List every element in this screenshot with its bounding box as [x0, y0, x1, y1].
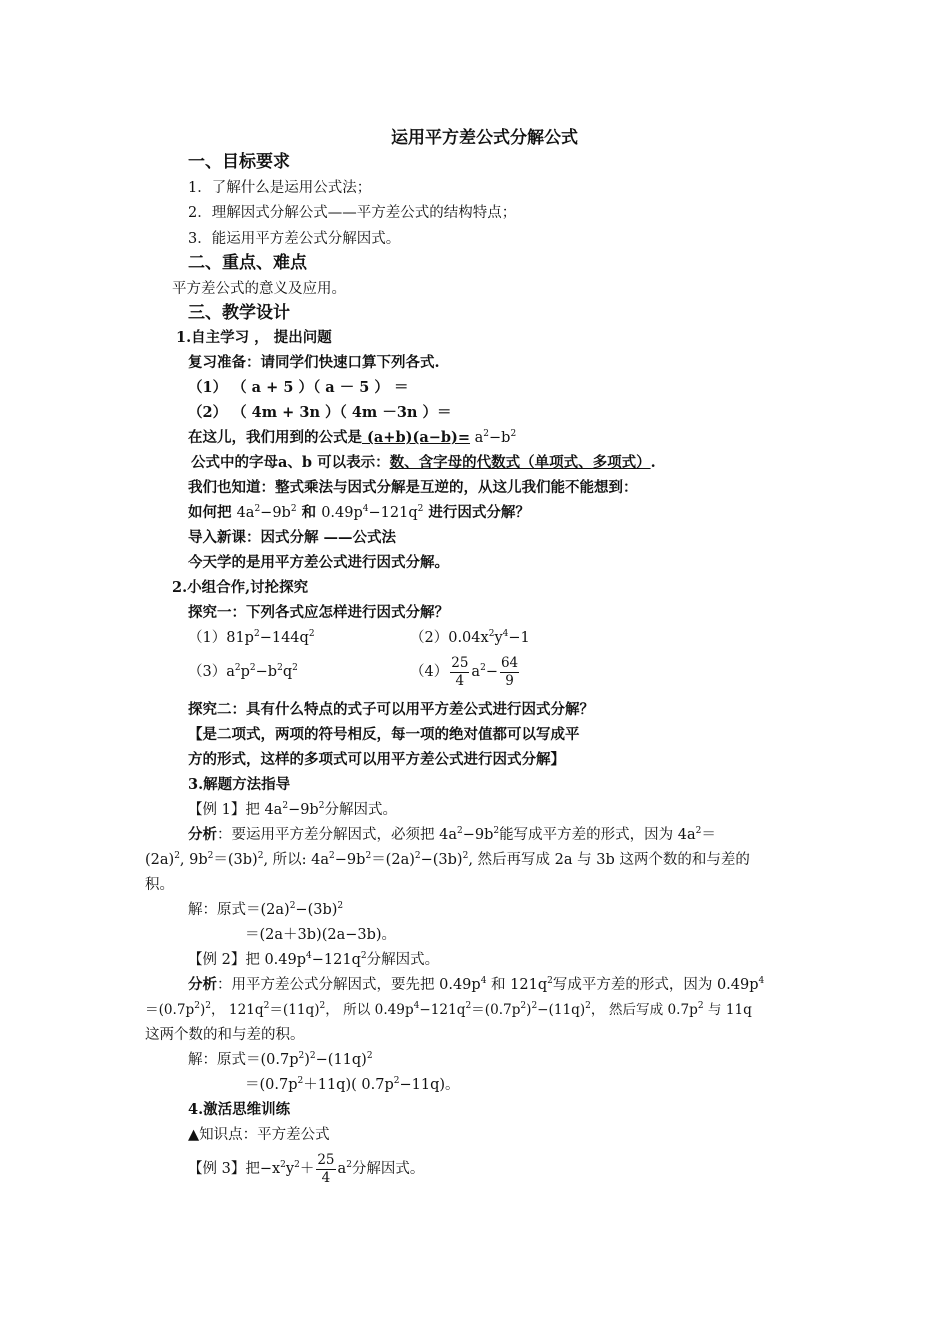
fraction [450, 655, 469, 690]
superscript: 2 [697, 1001, 704, 1011]
superscript: 2 [520, 1001, 527, 1011]
review-prompt: 复习准备：请同学们快速口算下列各式. [188, 354, 440, 371]
superscript: 2 [695, 826, 702, 836]
analysis-text: 能写成平方差的形式，因为 4a [499, 827, 696, 843]
analysis-2-end: 这两个数的和与差的积。 [145, 1027, 305, 1043]
example-text: ＋ [299, 1161, 315, 1177]
analysis-text: ：要运用平方差分解因式，必须把 4a [217, 827, 457, 843]
analysis-text: ＝(0.7p [471, 1002, 521, 1018]
superscript: 2 [277, 663, 283, 673]
superscript: 2 [510, 429, 517, 439]
expression: −9b [260, 505, 291, 521]
part2-heading: 2.小组合作,讨抡探究 [172, 579, 309, 596]
expression: q [282, 664, 293, 680]
superscript: 2 [309, 1051, 316, 1061]
superscript: 4 [413, 1001, 420, 1011]
expression: （4） [410, 664, 449, 680]
superscript: 2 [297, 1076, 304, 1086]
how-line [188, 503, 530, 523]
superscript: 2 [337, 901, 344, 911]
superscript: 2 [234, 663, 241, 673]
explore-one: 探究一：下列各式应怎样进行因式分解？ [188, 604, 449, 621]
expression: （3）a [188, 664, 235, 680]
superscript: 2 [456, 826, 463, 836]
section-heading-design: 三、教学设计 [188, 303, 290, 323]
analysis-text: ＝(3b) [213, 852, 258, 868]
today-text: 今天学的是用平方差公式进行因式分解。 [188, 554, 449, 571]
example-text: 【例 1】把 4a [188, 802, 283, 818]
example-text: a [337, 1161, 347, 1177]
example-3 [188, 1149, 424, 1189]
superscript: 2 [318, 801, 325, 811]
superscript: 2 [329, 851, 335, 861]
example-text: 分解因式。 [366, 952, 440, 968]
analysis-text: 与 11q [703, 1002, 752, 1018]
how-prefix: 如何把 [188, 504, 237, 521]
expression: −1 [508, 630, 530, 646]
superscript: 2 [280, 1160, 286, 1170]
analysis-text: 写成平方差的形式，因为 0.49p [552, 977, 759, 993]
how-and: 和 [296, 504, 322, 521]
expression: a [471, 664, 481, 680]
superscript: 2 [414, 851, 421, 861]
superscript: 2 [254, 504, 261, 514]
analysis-1-end: 积。 [145, 877, 174, 893]
analysis-text: ＝(11q) [269, 1002, 320, 1018]
analysis-text: , 9b [179, 852, 208, 868]
example-text: 【例 2】把 0.49p [188, 952, 307, 968]
analysis-text: −9b [462, 827, 494, 843]
example-1 [188, 800, 397, 820]
solution-text: ) [304, 1052, 310, 1068]
analysis-text: , 所以: 4a [263, 852, 330, 868]
analysis-text: ＝ [701, 827, 716, 843]
superscript: 2 [480, 663, 486, 673]
solution-1 [188, 900, 343, 920]
expression: p [240, 664, 250, 680]
denominator: 4 [455, 672, 465, 689]
solution-2 [188, 1050, 373, 1070]
numerator: 25 [317, 1151, 335, 1168]
superscript: 2 [493, 826, 500, 836]
superscript: 2 [257, 851, 264, 861]
superscript: 2 [263, 1001, 270, 1011]
focus-text: 平方差公式的意义及应用。 [172, 281, 346, 297]
example-text: 分解因式。 [324, 802, 397, 818]
superscript: 2 [393, 1076, 400, 1086]
analysis-text: −(11q) [537, 1002, 586, 1018]
superscript: 2 [194, 1001, 200, 1011]
section-heading-goals: 一、目标要求 [188, 152, 290, 172]
exercise-3 [188, 662, 298, 682]
superscript: 2 [289, 901, 296, 911]
superscript: 2 [366, 1051, 373, 1061]
expression: −121q [368, 505, 418, 521]
solution-text: ＋11q)( 0.7p [303, 1077, 394, 1093]
analysis-text: (2a) [145, 852, 175, 868]
superscript: 2 [585, 1001, 591, 1011]
explore-answer: 方的形式，这样的多项式可以用平方差公式进行因式分解】 [188, 751, 565, 768]
analysis-text: ＝(0.7p [145, 1002, 195, 1018]
numerator: 25 [451, 654, 469, 671]
expression: （1）81p [188, 630, 254, 646]
superscript: 2 [346, 1160, 352, 1170]
analysis-label: 分析 [188, 826, 217, 843]
example-text: −121q [311, 952, 361, 968]
explore-two: 探究二：具有什么特点的式子可以用平方差公式进行因式分解？ [188, 701, 594, 718]
analysis-1 [188, 825, 716, 845]
numerator: 64 [500, 654, 519, 671]
superscript: 4 [502, 629, 509, 639]
analysis-text: 和 121q [486, 977, 548, 993]
superscript: 4 [306, 951, 312, 961]
formula-line [188, 428, 516, 448]
example-text: −9b [288, 802, 319, 818]
analysis-text: ) [526, 1002, 532, 1018]
part1-heading: 1.自主学习 ， 提出问题 [176, 329, 332, 346]
explore-answer: 【是二项式，两项的符号相反，每一项的绝对值都可以写成平 [188, 726, 580, 743]
superscript: 4 [480, 976, 487, 986]
analysis-1-cont [145, 850, 750, 870]
exercise-2 [410, 628, 530, 648]
superscript: 2 [205, 1001, 211, 1011]
goal-item: 3．能运用平方差公式分解因式。 [188, 231, 401, 247]
review-question-2: （2） （ 4m + 3n ）（ 4m －3n ）＝ [188, 404, 452, 421]
expression: y [494, 630, 503, 646]
letters-prefix: 公式中的字母a、b 可以表示： [191, 454, 390, 471]
denominator: 4 [321, 1169, 331, 1186]
superscript: 2 [365, 851, 372, 861]
analysis-text: ， 所以 0.49p [325, 1002, 414, 1018]
superscript: 2 [360, 951, 367, 961]
superscript: 2 [290, 504, 297, 514]
exercise-4 [410, 652, 521, 692]
analysis-text: −(3b) [420, 852, 463, 868]
formula-prefix: 在这儿，我们用到的公式是 [188, 429, 362, 446]
superscript: 2 [488, 629, 495, 639]
superscript: 2 [483, 429, 490, 439]
solution-text: 解：原式＝(0.7p [188, 1052, 299, 1068]
superscript: 2 [292, 663, 298, 673]
example-text: 分解因式。 [351, 1161, 425, 1177]
analysis-text: −121q [419, 1002, 466, 1018]
superscript: 2 [308, 629, 315, 639]
superscript: 2 [282, 801, 289, 811]
letters-underlined: 数、含字母的代数式（单项式、多项式） [389, 454, 651, 471]
superscript: 2 [294, 1160, 300, 1170]
expression: 0.49p [321, 505, 363, 521]
formula-result: −b [489, 430, 511, 446]
superscript: 2 [319, 1001, 326, 1011]
letters-suffix: . [650, 454, 656, 471]
page-title: 运用平方差公式分解公式 [391, 128, 578, 148]
superscript: 4 [362, 504, 369, 514]
analysis-text: ：用平方差公式分解因式，要先把 0.49p [217, 977, 481, 993]
how-suffix: 进行因式分解？ [423, 504, 530, 521]
superscript: 2 [531, 1001, 538, 1011]
analysis-text: −9b [334, 852, 366, 868]
expression: −b [255, 664, 278, 680]
new-lesson: 导入新课：因式分解 ——公式法 [188, 529, 397, 546]
superscript: 2 [462, 851, 469, 861]
superscript: 2 [465, 1001, 472, 1011]
expression: （2）0.04x [410, 630, 489, 646]
formula-underlined: (a+b)(a−b)= [362, 429, 471, 446]
example-text: 【例 3】把−x [188, 1161, 281, 1177]
analysis-text: , 然后再写成 2a 与 3b 这两个数的和与差的 [468, 852, 750, 868]
superscript: 2 [207, 851, 214, 861]
analysis-text: ＝(2a) [371, 852, 415, 868]
expression: −144q [259, 630, 309, 646]
analysis-label: 分析 [188, 976, 217, 993]
knowledge-point: ▲知识点：平方差公式 [188, 1127, 330, 1143]
superscript: 2 [547, 976, 553, 986]
superscript: 2 [253, 629, 260, 639]
example-text: y [285, 1161, 295, 1177]
superscript: 4 [758, 976, 765, 986]
analysis-text: ， 121q [211, 1002, 264, 1018]
solution-1-step: ＝(2a＋3b)(2a−3b)。 [245, 927, 397, 943]
formula-result: a [470, 430, 484, 446]
solution-text: −(11q) [315, 1052, 367, 1068]
analysis-2-cont [145, 1000, 752, 1020]
expression: − [485, 664, 498, 680]
goal-item: 1．了解什么是运用公式法； [188, 180, 372, 196]
superscript: 2 [298, 1051, 305, 1061]
exercise-1 [188, 628, 315, 648]
part3-heading: 3.解题方法指导 [188, 776, 291, 793]
review-question-1: （1） （ a + 5 ）（ a － 5 ） ＝ [188, 379, 409, 396]
goal-item: 2．理解因式分解公式——平方差公式的结构特点； [188, 205, 517, 221]
part4-heading: 4.激活思维训练 [188, 1101, 291, 1118]
fraction [500, 655, 519, 690]
superscript: 2 [249, 663, 256, 673]
solution-text: −11q)。 [399, 1077, 460, 1093]
section-heading-focus: 二、重点、难点 [188, 253, 307, 273]
example-2 [188, 950, 439, 970]
superscript: 2 [417, 504, 424, 514]
fraction [316, 1152, 335, 1187]
know-line: 我们也知道：整式乘法与因式分解是互逆的，从这儿我们能不能想到： [188, 479, 638, 496]
analysis-text: ， 然后写成 0.7p [590, 1002, 698, 1018]
solution-text: 解：原式＝(2a) [188, 902, 290, 918]
analysis-text: ) [199, 1002, 206, 1018]
letters-line [191, 453, 656, 473]
solution-2-step [245, 1075, 460, 1095]
denominator: 9 [505, 672, 514, 689]
expression: 4a [236, 505, 255, 521]
analysis-2 [188, 975, 764, 995]
solution-text: ＝(0.7p [245, 1077, 298, 1093]
solution-text: −(3b) [295, 902, 338, 918]
superscript: 2 [174, 851, 180, 861]
